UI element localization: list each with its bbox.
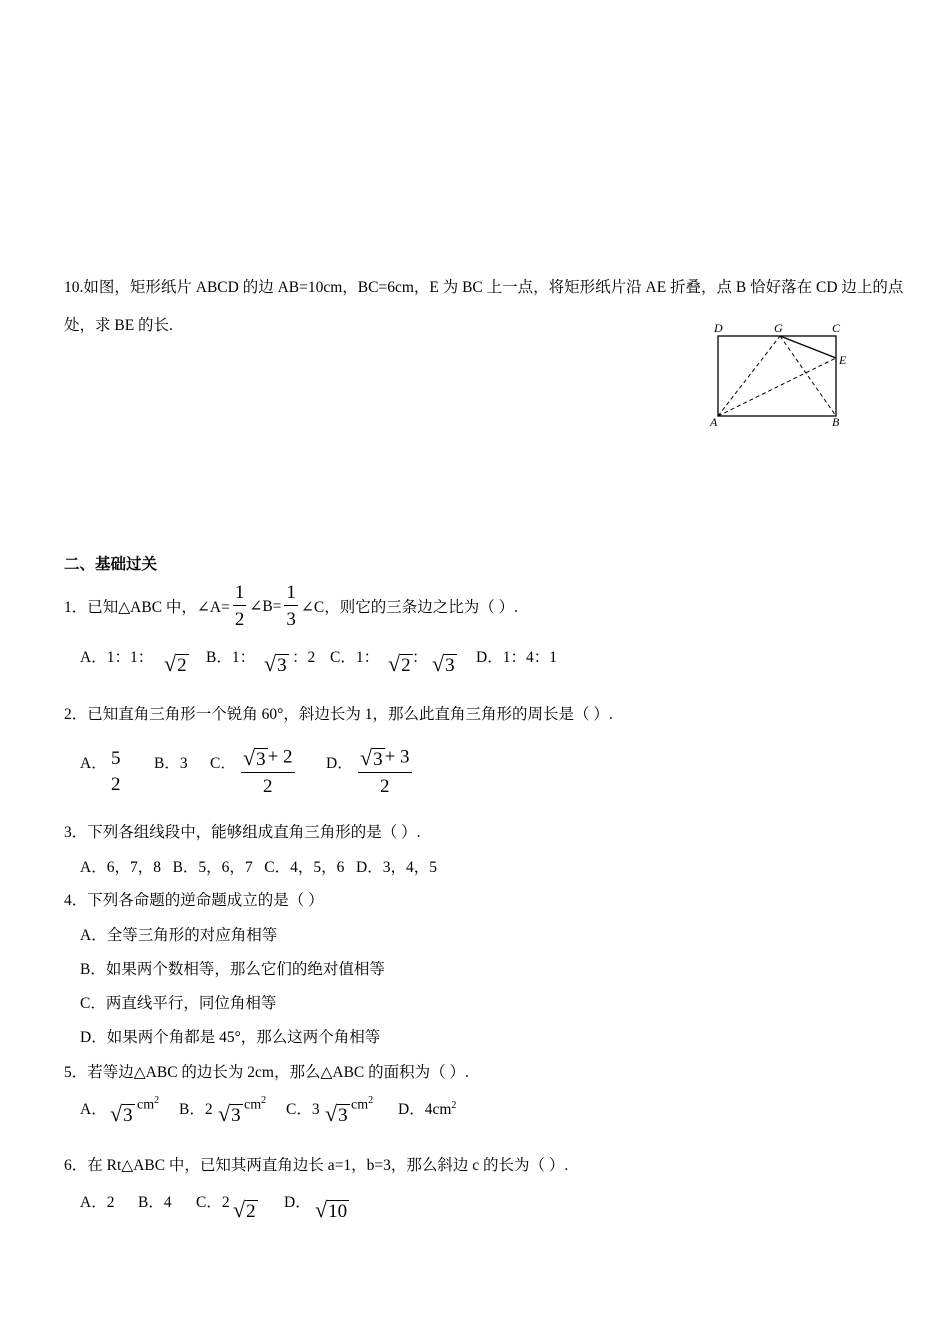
sqrt-sign-icon: √	[432, 651, 445, 676]
q2-opt-c-numerator	[241, 747, 295, 773]
q6-opt-d-sqrt	[315, 1199, 349, 1221]
segment-gb	[780, 336, 836, 416]
q5-opt-b-unit-text: cm	[244, 1097, 262, 1113]
q2-opt-b: B．3	[154, 755, 188, 772]
sqrt-sign-icon: √	[110, 1101, 123, 1126]
q1-fraction-half	[233, 583, 247, 629]
q1-opt-a: A．1：1：	[80, 649, 154, 666]
q1-opt-a-radicand: 2	[177, 655, 187, 676]
q2-opt-d-radicand: 3	[373, 749, 383, 770]
sqrt-sign-icon: √	[325, 1101, 338, 1126]
q6-stem: 6．在 Rt△ABC 中，已知其两直角边长 a=1，b=3，那么斜边 c 的长为（ ）.	[64, 1157, 569, 1174]
q4-opt-b: B．如果两个数相等，那么它们的绝对值相等	[80, 961, 385, 978]
q6-opt-a: A．2	[80, 1194, 115, 1211]
sqrt-sign-icon: √	[233, 1197, 246, 1222]
q5-opt-d-exp: 2	[451, 1099, 457, 1111]
q5-opt-c-radicand: 3	[338, 1105, 348, 1126]
q1-opt-c: C．1：	[330, 649, 380, 666]
q5-opt-a-sqrt	[110, 1103, 135, 1125]
q5-opt-c-unit-text: cm	[351, 1097, 369, 1113]
q5-opt-c-label: C．3	[286, 1101, 320, 1118]
label-g: G	[774, 321, 783, 335]
q1-opt-b-radicand: 3	[277, 655, 287, 676]
q2-opt-a-fraction	[109, 749, 123, 794]
q2-opt-c-radicand: 3	[256, 749, 266, 770]
q1-opt-c-sep: ：	[412, 649, 428, 666]
q2-stem: 2．已知直角三角形一个锐角 60°，斜边长为 1，那么此直角三角形的周长是（ ）.	[64, 706, 613, 723]
q5-opt-c-unit-exp: 2	[368, 1095, 374, 1106]
q2-opt-c-rest: + 2	[267, 746, 293, 768]
q1-frac1-den: 2	[234, 609, 245, 630]
q1-frac2-num: 1	[284, 583, 298, 606]
sqrt-sign-icon: √	[388, 651, 401, 676]
q5-opt-a-unit	[137, 1095, 159, 1114]
q1-opt-c-radicand2: 3	[445, 655, 455, 676]
q10-line2: 处，求 BE 的长.	[64, 317, 173, 334]
rectangle-abcd	[718, 336, 836, 416]
q5-opt-a-unit-text: cm	[137, 1097, 155, 1113]
q2-opt-a-num: 5	[111, 748, 121, 769]
rectangle-fold-figure	[700, 318, 860, 433]
q2-opt-d-rest: + 3	[384, 746, 410, 768]
label-a: A	[710, 415, 718, 429]
q2-opt-a-label: A．	[80, 755, 107, 772]
q4-opt-a: A．全等三角形的对应角相等	[80, 927, 278, 944]
q1-opt-b: B．1：	[206, 649, 256, 666]
q6-opt-c-sqrt	[233, 1199, 258, 1221]
q6-opt-c-radicand: 2	[246, 1201, 256, 1222]
q3-options: A．6，7，8 B．5，6，7 C．4，5，6 D．3，4，5	[80, 859, 437, 876]
q5-opt-d-text: D．4cm	[398, 1101, 452, 1118]
q5-opt-a-radicand: 3	[123, 1105, 133, 1126]
q1-opt-b-suffix: ：2	[292, 649, 316, 666]
q3-stem: 3．下列各组线段中，能够组成直角三角形的是（ ）.	[64, 824, 421, 841]
label-e: E	[839, 353, 847, 367]
q1-frac1-num: 1	[233, 583, 247, 606]
q6-opt-d-radicand: 10	[328, 1201, 348, 1222]
q5-opt-d	[398, 1097, 456, 1119]
q1-opt-c-radicand1: 2	[401, 655, 411, 676]
sqrt-sign-icon: √	[315, 1197, 328, 1222]
q2-opt-d-label: D．	[326, 755, 353, 772]
q2-opt-d-den: 2	[380, 776, 390, 797]
fold-line-ae	[718, 358, 836, 416]
q6-opt-b: B．4	[138, 1194, 172, 1211]
q1-fraction-third	[284, 583, 298, 629]
q5-opt-c-sqrt	[325, 1103, 350, 1125]
q1-frac2-den: 3	[286, 609, 296, 630]
label-d: D	[714, 321, 723, 335]
q1-opt-b-sqrt	[264, 653, 289, 675]
q1-stem-b: ∠B=	[249, 597, 282, 615]
q6-opt-c-label: C．2	[196, 1194, 230, 1211]
q2-opt-c-fraction	[241, 747, 295, 796]
q4-stem: 4．下列各命题的逆命题成立的是（ ）	[64, 892, 324, 909]
q6-opt-d-label: D．	[284, 1194, 311, 1211]
q5-opt-c-unit	[351, 1095, 373, 1114]
q1-stem-c: ∠C，则它的三条边之比为（ ）.	[300, 599, 518, 616]
sqrt-sign-icon: √	[264, 651, 277, 676]
section-title: 二、基础过关	[64, 555, 158, 573]
sqrt-sign-icon: √	[243, 745, 256, 770]
q1-opt-c-sqrt1	[388, 653, 413, 675]
sqrt-sign-icon: √	[360, 745, 373, 770]
segment-ag	[718, 336, 780, 416]
q1-opt-c-sqrt2	[432, 653, 457, 675]
q1-opt-a-sqrt	[164, 653, 189, 675]
sqrt-sign-icon: √	[218, 1101, 231, 1126]
sqrt-sign-icon: √	[164, 651, 177, 676]
label-b: B	[832, 415, 840, 429]
q2-opt-c-sqrt	[243, 747, 268, 769]
q1-stem-a: 1．已知△ABC 中，∠A=	[64, 599, 230, 616]
q2-opt-c-den: 2	[263, 776, 273, 797]
q2-opt-d-numerator	[358, 747, 412, 773]
q2-opt-d-fraction	[358, 747, 412, 796]
q5-opt-b-label: B．2	[179, 1101, 213, 1118]
q2-opt-c-label: C．	[210, 755, 236, 772]
q5-opt-b-unit	[244, 1095, 266, 1114]
segment-ge	[780, 336, 836, 358]
label-c: C	[832, 321, 841, 335]
q5-stem: 5．若等边△ABC 的边长为 2cm，那么△ABC 的面积为（ ）.	[64, 1064, 469, 1081]
q5-opt-b-unit-exp: 2	[261, 1095, 267, 1106]
q5-opt-a-label: A．	[80, 1101, 107, 1118]
q4-opt-c: C．两直线平行，同位角相等	[80, 995, 277, 1012]
q5-opt-a-unit-exp: 2	[154, 1095, 160, 1106]
q2-opt-a-den: 2	[111, 774, 121, 795]
q1-stem	[64, 582, 518, 630]
q10-line1: 10.如图，矩形纸片 ABCD 的边 AB=10cm，BC=6cm，E 为 BC 上一点，将矩形纸片沿 AE 折叠，点 B 恰好落在 CD 边上的点	[64, 279, 904, 296]
q4-opt-d: D．如果两个角都是 45°，那么这两个角相等	[80, 1029, 381, 1046]
q5-opt-b-sqrt	[218, 1103, 243, 1125]
q1-opt-d: D．1：4：1	[476, 649, 557, 666]
q2-opt-d-sqrt	[360, 747, 385, 769]
q5-opt-b-radicand: 3	[231, 1105, 241, 1126]
